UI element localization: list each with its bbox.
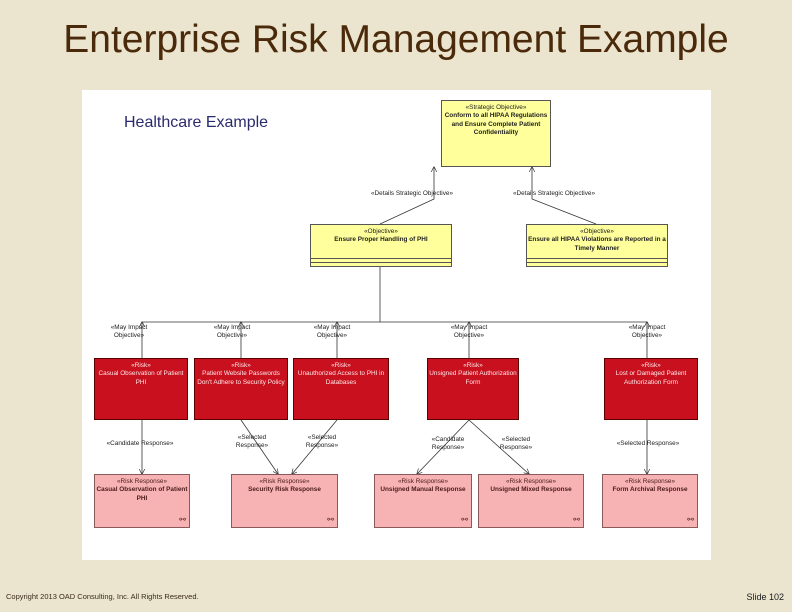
node-name: Form Archival Response — [612, 486, 688, 494]
node-name: Ensure Proper Handling of PHI — [334, 236, 428, 244]
node-name: Casual Observation of Patient PHI — [98, 370, 184, 386]
node-name: Security Risk Response — [248, 486, 321, 494]
response-node-2[interactable] — [231, 474, 338, 528]
risk-node-3[interactable] — [293, 358, 389, 420]
node-name: Unsigned Patient Authorization Form — [429, 370, 517, 386]
node-stereotype: «Risk» — [331, 362, 351, 369]
node-stereotype: «Risk» — [463, 362, 483, 369]
node-stereotype: «Risk» — [131, 362, 151, 369]
objective-node-1[interactable] — [310, 224, 452, 267]
node-stereotype: «Risk Response» — [116, 478, 168, 485]
node-name: Patient Website Passwords Don't Adhere to Security Policy — [197, 370, 285, 386]
node-name: Unsigned Manual Response — [380, 486, 466, 494]
details-label-2: «Details Strategic Objective» — [512, 190, 596, 197]
node-stereotype: «Objective» — [580, 228, 614, 235]
response-node-1[interactable] — [94, 474, 190, 528]
response-label-5: «Selected Response» — [499, 436, 533, 452]
response-node-5[interactable] — [602, 474, 698, 528]
node-compartments — [311, 258, 451, 263]
node-name: Unauthorized Access to PHI in Databases — [297, 370, 385, 386]
copyright-notice: Copyright 2013 OAD Consulting, Inc. All Rights Reserved. — [6, 592, 199, 601]
node-name: Ensure all HIPAA Violations are Reported in a Timely Manner — [528, 236, 666, 252]
node-stereotype: «Risk Response» — [505, 478, 557, 485]
link-icon: ⚯ — [327, 515, 334, 524]
details-label-1: «Details Strategic Objective» — [370, 190, 454, 197]
node-stereotype: «Strategic Objective» — [465, 104, 527, 111]
risk-node-5[interactable] — [604, 358, 698, 420]
impact-label-2: «May Impact Objective» — [213, 324, 251, 340]
impact-label-3: «May Impact Objective» — [313, 324, 351, 340]
risk-node-1[interactable] — [94, 358, 188, 420]
response-label-3: «Selected Response» — [305, 434, 339, 450]
response-label-4: «Candidate Response» — [431, 436, 465, 452]
node-name: Conform to all HIPAA Regulations and Ensure Complete Patient Confidentiality — [444, 112, 548, 136]
node-compartments — [527, 258, 667, 263]
node-stereotype: «Risk» — [231, 362, 251, 369]
objective-node-2[interactable] — [526, 224, 668, 267]
node-name: Lost or Damaged Patient Authorization Form — [615, 370, 687, 386]
link-icon: ⚯ — [461, 515, 468, 524]
node-stereotype: «Risk Response» — [259, 478, 310, 485]
response-node-3[interactable] — [374, 474, 472, 528]
diagram-title: Healthcare Example — [124, 114, 269, 131]
node-stereotype: «Objective» — [364, 228, 398, 235]
slide-title: Enterprise Risk Management Example — [63, 18, 729, 61]
strategic-objective-node[interactable] — [441, 100, 551, 167]
response-label-2: «Selected Response» — [235, 434, 269, 450]
risk-node-4[interactable] — [427, 358, 519, 420]
response-label-1: «Candidate Response» — [106, 440, 174, 447]
impact-label-1: «May Impact Objective» — [110, 324, 148, 340]
risk-node-2[interactable] — [194, 358, 288, 420]
node-stereotype: «Risk Response» — [624, 478, 676, 485]
node-name: Casual Observation of Patient PHI — [96, 486, 188, 502]
impact-label-4: «May Impact Objective» — [450, 324, 488, 340]
slide-number: Slide 102 — [746, 592, 784, 602]
link-icon: ⚯ — [573, 515, 580, 524]
node-stereotype: «Risk» — [641, 362, 661, 369]
diagram-panel — [82, 90, 711, 560]
response-node-4[interactable] — [478, 474, 584, 528]
link-icon: ⚯ — [179, 515, 186, 524]
node-stereotype: «Risk Response» — [397, 478, 449, 485]
response-label-6: «Selected Response» — [616, 440, 680, 447]
node-name: Unsigned Mixed Response — [490, 486, 572, 494]
impact-label-5: «May Impact Objective» — [628, 324, 666, 340]
link-icon: ⚯ — [687, 515, 694, 524]
